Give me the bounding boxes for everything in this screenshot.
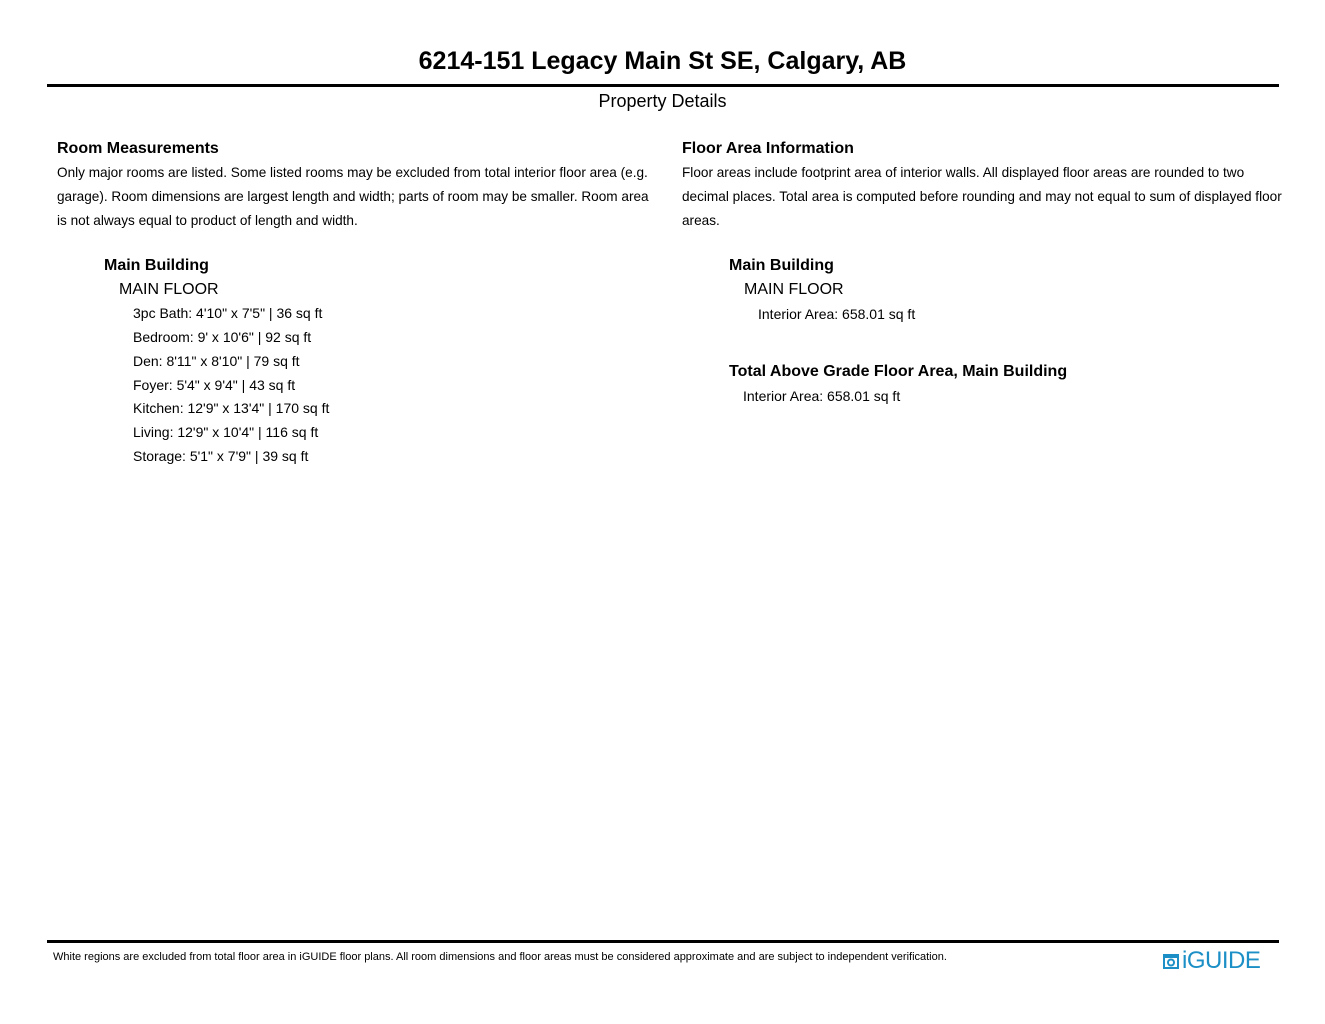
page-subtitle: Property Details xyxy=(598,91,727,111)
header-divider xyxy=(47,84,1279,87)
room-measurements-heading: Room Measurements xyxy=(57,140,219,157)
total-floor-area xyxy=(729,360,1287,408)
room-measurements-section xyxy=(57,137,657,468)
floor-interior-area: Interior Area: 658.01 sq ft xyxy=(758,306,916,323)
floor-area-section xyxy=(682,137,1287,408)
total-interior-area: Interior Area: 658.01 sq ft xyxy=(743,388,901,405)
logo-text: iGUIDE xyxy=(1182,947,1261,974)
floor-area-building xyxy=(729,254,1287,326)
room-item-kitchen: Kitchen: 12'9" x 13'4" | 170 sq ft xyxy=(133,400,330,417)
building-heading: Main Building xyxy=(104,257,209,275)
room-item-storage: Storage: 5'1" x 7'9" | 39 sq ft xyxy=(133,447,309,464)
room-item-3pc-bath: 3pc Bath: 4'10" x 7'5" | 36 sq ft xyxy=(133,305,323,322)
building-heading: Main Building xyxy=(729,257,834,275)
room-list xyxy=(133,302,657,468)
floor-label: MAIN FLOOR xyxy=(119,281,219,299)
room-item-foyer: Foyer: 5'4" x 9'4" | 43 sq ft xyxy=(133,376,296,393)
room-item-den: Den: 8'11" x 8'10" | 79 sq ft xyxy=(133,352,300,369)
floor-area-description: Floor areas include footprint area of interior walls. All displayed floor areas are rounded to two decimal places. Total area is computed before rounding and may not equal to sum of displayed floor areas. xyxy=(682,165,1282,228)
floor-area-heading: Floor Area Information xyxy=(682,140,854,157)
room-item-living: Living: 12'9" x 10'4" | 116 sq ft xyxy=(133,423,319,440)
room-item-bedroom: Bedroom: 9' x 10'6" | 92 sq ft xyxy=(133,329,312,346)
room-measurements-description: Only major rooms are listed. Some listed rooms may be excluded from total interior floor area (e.g. garage). Room dimensions are largest length and width; parts of room may be smaller. Room area is not always equal to product of length and width. xyxy=(57,165,649,228)
iguide-camera-icon xyxy=(1163,952,1179,970)
floor-label: MAIN FLOOR xyxy=(744,281,844,299)
footer-disclaimer: White regions are excluded from total floor area in iGUIDE floor plans. All room dimensions and floor areas must be considered approximate and are subject to independent verification. xyxy=(53,951,947,963)
room-measurements-building xyxy=(104,254,657,468)
footer-divider xyxy=(47,940,1279,943)
page-title: 6214-151 Legacy Main St SE, Calgary, AB xyxy=(418,47,907,75)
iguide-logo xyxy=(1163,946,1260,976)
total-area-heading: Total Above Grade Floor Area, Main Building xyxy=(729,363,1068,381)
